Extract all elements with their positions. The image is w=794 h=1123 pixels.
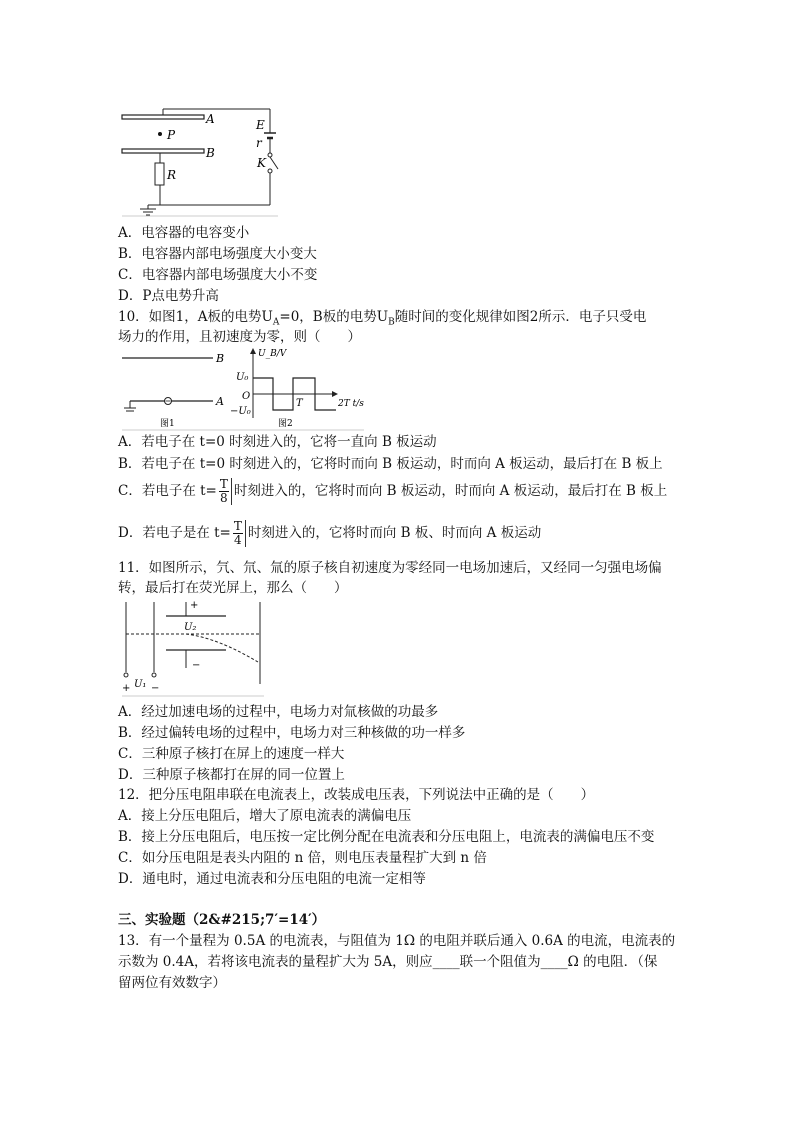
q10-ylabel: U_B/V [258,349,287,359]
q10-option-d: D．若电子是在 t= $\frac{T}{4}$ 时刻进入的，它将时而向 B 板、时而向 A 板运动 [118,518,542,547]
q13-line3: 留两位有效数字） [118,975,226,991]
q11-option-b: B．经过偏转电场的过程中，电场力对三种核做的功一样多 [118,725,466,741]
q9-option-a: A．电容器的电容变小 [118,225,250,241]
q11-plus-bot: + [122,683,131,694]
label-e: E [256,118,265,132]
q9-option-b: B．电容器内部电场强度大小变大 [118,246,317,262]
q11-option-a: A．经过加速电场的过程中，电场力对氚核做的功最多 [118,704,439,720]
label-a: A [206,112,215,126]
q13-line1: 13．有一个量程为 0.5A 的电流表，与阻值为 1Ω 的电阻并联后通入 0.6A 的电流，电流表的 [118,933,676,949]
q12-option-d: D．通电时，通过电流表和分压电阻的电流一定相等 [118,871,426,887]
q10-o: O [242,391,251,402]
q13-line2: 示数为 0.4A，若将该电流表的量程扩大为 5A，则应____联一个阻值为____Ω 的电阻．（保 [118,954,658,970]
q11-minus: − [192,660,201,671]
q11-stem-line2: 转，最后打在荧光屏上，那么（ ） [118,580,348,596]
q11-option-c: C．三种原子核打在屏上的速度一样大 [118,746,345,762]
q11-figure [118,598,268,698]
switch-icon [270,157,278,169]
label-p: P [167,128,176,142]
q10-figures [118,346,368,432]
resistor-r [155,163,164,185]
q10-option-a: A．若电子在 t=0 时刻进入的，它将一直向 B 板运动 [118,434,437,450]
q10-2t: 2T t/s [338,399,364,409]
fraction-t-over-8: $\frac{T}{8}$ [219,478,232,505]
q10-u0: U₀ [236,372,249,383]
label-r: R [167,168,177,182]
q10-caption-1: 图1 [160,419,175,429]
q9-circuit-figure [118,105,288,220]
q12-option-b: B．接上分压电阻后，电压按一定比例分配在电流表和分压电阻上，电流表的满偏电压不变 [118,829,655,845]
q10-caption-2: 图2 [278,419,293,429]
q9-option-c: C．电容器内部电场强度大小不变 [118,267,318,283]
label-r-small: r [256,136,262,150]
plate-a [122,115,204,119]
q10-option-b: B．若电子在 t=0 时刻进入的，它将时而向 B 板运动，时而向 A 板运动，最后打在 B 板上 [118,456,663,472]
q10-stem-line1: 10．如图1，A板的电势$U_A=0$，B板的电势$U_B$随时间的变化规律如图2所示．电子只受电 [118,309,647,328]
q11-option-d: D．三种原子核都打在屏的同一位置上 [118,767,345,783]
label-b: B [206,146,215,160]
q11-minus-bot: − [151,683,160,694]
label-k: K [257,156,266,170]
q12-option-a: A．接上分压电阻后，增大了原电流表的满偏电压 [118,808,412,824]
q9-option-d: D．P点电势升高 [118,288,219,304]
q10-label-a: A [216,395,224,408]
plate-b [122,149,204,153]
q12-stem: 12．把分压电阻串联在电流表上，改装成电压表，下列说法中正确的是（ ） [118,787,595,803]
point-p [158,132,162,136]
q11-u2: U₂ [184,622,197,633]
q12-option-c: C．如分压电阻是表头内阻的 n 倍，则电压表量程扩大到 n 倍 [118,850,487,866]
q10-t: T [296,398,303,409]
section-3-heading: 三、实验题（2&#215;7′=14′） [118,912,326,928]
q11-stem-line1: 11．如图所示，氕、氘、氚的原子核自初速度为零经同一电场加速后，又经同一匀强电场偏 [118,560,662,576]
q11-plus-top: + [190,600,199,611]
q10-neg-u0: −U₀ [230,406,251,417]
q10-option-c: C．若电子在 t= $\frac{T}{8}$ 时刻进入的，它将时而向 B 板运动，时而向 A 板运动，最后打在 B 板上 [118,476,668,505]
q10-stem-line2: 场力的作用，且初速度为零，则（ ） [118,329,361,345]
q11-trajectory [186,634,258,662]
q11-u1: U₁ [134,679,147,690]
q10-label-b: B [216,352,225,365]
fraction-t-over-4: $\frac{T}{4}$ [233,520,246,547]
